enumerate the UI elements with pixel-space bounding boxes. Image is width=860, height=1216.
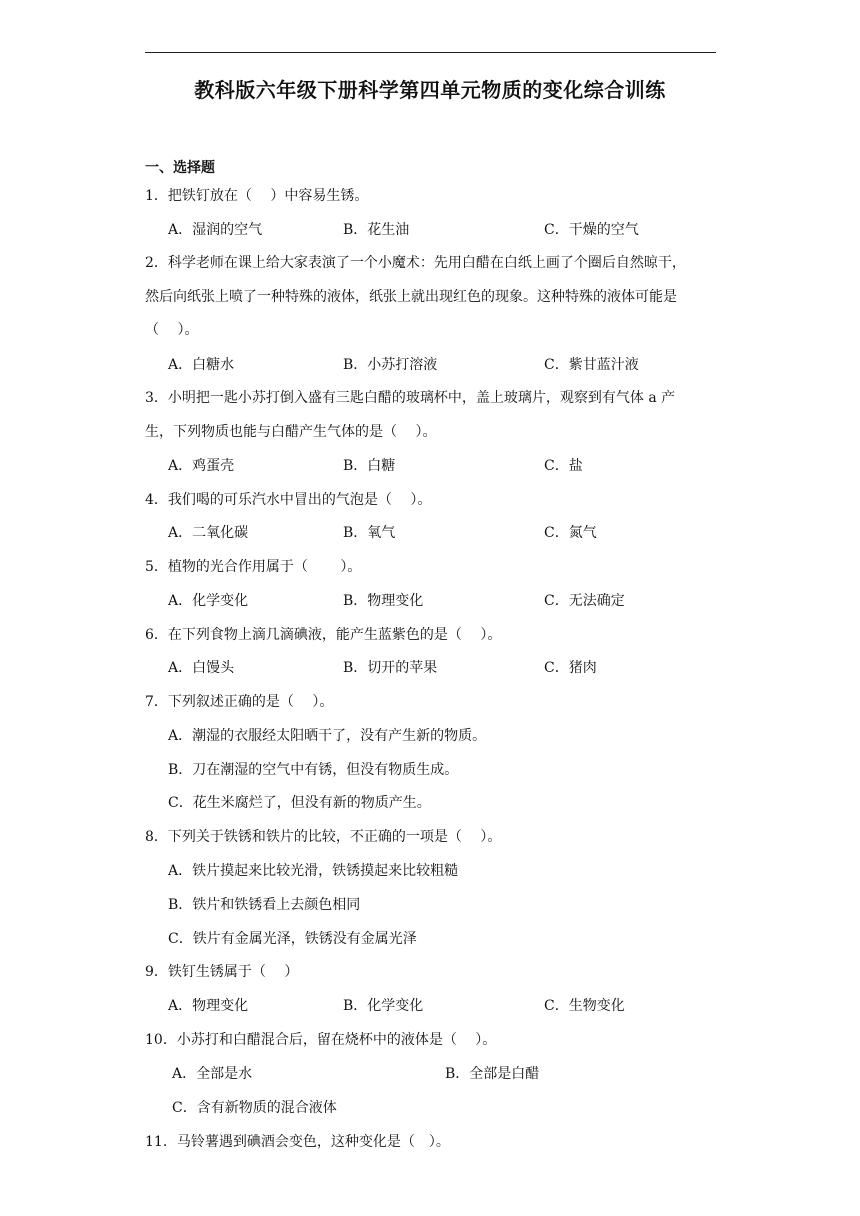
question-8-option-b: B．铁片和铁锈看上去颜色相同	[168, 897, 361, 913]
question-6-option-b: B．切开的苹果	[343, 660, 438, 676]
question-10-option-b: B．全部是白醋	[445, 1066, 540, 1082]
question-1-option-c: C．干燥的空气	[544, 222, 639, 238]
question-1-text: 1．把铁钉放在（ ）中容易生锈。	[145, 188, 369, 204]
question-3-option-c: C．盐	[544, 458, 583, 474]
question-2-text: 2．科学老师在课上给大家表演了一个小魔术：先用白醋在白纸上画了个圈后自然晾干，	[145, 255, 686, 271]
question-10-option-c: C．含有新物质的混合液体	[172, 1100, 337, 1116]
question-4-text: 4．我们喝的可乐汽水中冒出的气泡是（ ）。	[145, 492, 432, 508]
question-10-text: 10．小苏打和白醋混合后，留在烧杯中的液体是（ ）。	[145, 1032, 497, 1048]
question-4-option-b: B．氧气	[343, 525, 396, 541]
question-6-option-c: C．猪肉	[544, 660, 597, 676]
question-2-option-c: C．紫甘蓝汁液	[544, 357, 639, 373]
question-6-option-a: A．白馒头	[168, 660, 235, 676]
question-6-text: 6．在下列食物上滴几滴碘液，能产生蓝紫色的是（ ）。	[145, 627, 502, 643]
question-9-text: 9．铁钉生锈属于（ ）	[145, 964, 299, 980]
question-2-text-line-3: （ ）。	[145, 322, 199, 338]
question-10-option-a: A．全部是水	[172, 1066, 253, 1082]
question-8-option-a: A．铁片摸起来比较光滑，铁锈摸起来比较粗糙	[168, 863, 459, 879]
question-2-option-b: B．小苏打溶液	[343, 357, 438, 373]
question-9-option-a: A．物理变化	[168, 998, 249, 1014]
header-rule	[145, 52, 716, 53]
question-7-option-a: A．潮湿的衣服经太阳晒干了，没有产生新的物质。	[168, 728, 487, 744]
question-5-option-c: C．无法确定	[544, 593, 625, 609]
question-2-text-line-2: 然后向纸张上喷了一种特殊的液体，纸张上就出现红色的现象。这种特殊的液体可能是	[145, 289, 677, 305]
question-1-option-b: B．花生油	[343, 222, 410, 238]
question-8-option-c: C．铁片有金属光泽，铁锈没有金属光泽	[168, 931, 417, 947]
page-title: 教科版六年级下册科学第四单元物质的变化综合训练	[194, 78, 666, 102]
question-3-option-a: A．鸡蛋壳	[168, 458, 235, 474]
question-9-option-c: C．生物变化	[544, 998, 625, 1014]
question-2-option-a: A．白糖水	[168, 357, 235, 373]
question-11-text: 11．马铃薯遇到碘酒会变色，这种变化是（ ）。	[145, 1134, 450, 1150]
question-5-option-b: B．物理变化	[343, 593, 424, 609]
question-7-text: 7．下列叙述正确的是（ ）。	[145, 694, 334, 710]
section-heading: 一、选择题	[145, 160, 215, 176]
question-1-option-a: A．湿润的空气	[168, 222, 263, 238]
question-3-option-b: B．白糖	[343, 458, 396, 474]
question-4-option-a: A．二氧化碳	[168, 525, 249, 541]
question-7-option-c: C．花生米腐烂了，但没有新的物质产生。	[168, 795, 431, 811]
question-5-option-a: A．化学变化	[168, 593, 249, 609]
question-3-text: 3．小明把一匙小苏打倒入盛有三匙白醋的玻璃杯中，盖上玻璃片，观察到有气体 a 产	[145, 390, 676, 406]
question-4-option-c: C．氮气	[544, 525, 597, 541]
question-8-text: 8．下列关于铁锈和铁片的比较，不正确的一项是（ ）。	[145, 829, 502, 845]
question-7-option-b: B．刀在潮湿的空气中有锈，但没有物质生成。	[168, 762, 459, 778]
question-5-text: 5．植物的光合作用属于（ ）。	[145, 559, 362, 575]
question-9-option-b: B．化学变化	[343, 998, 424, 1014]
question-3-text-line-2: 生，下列物质也能与白醋产生气体的是（ ）。	[145, 424, 437, 440]
